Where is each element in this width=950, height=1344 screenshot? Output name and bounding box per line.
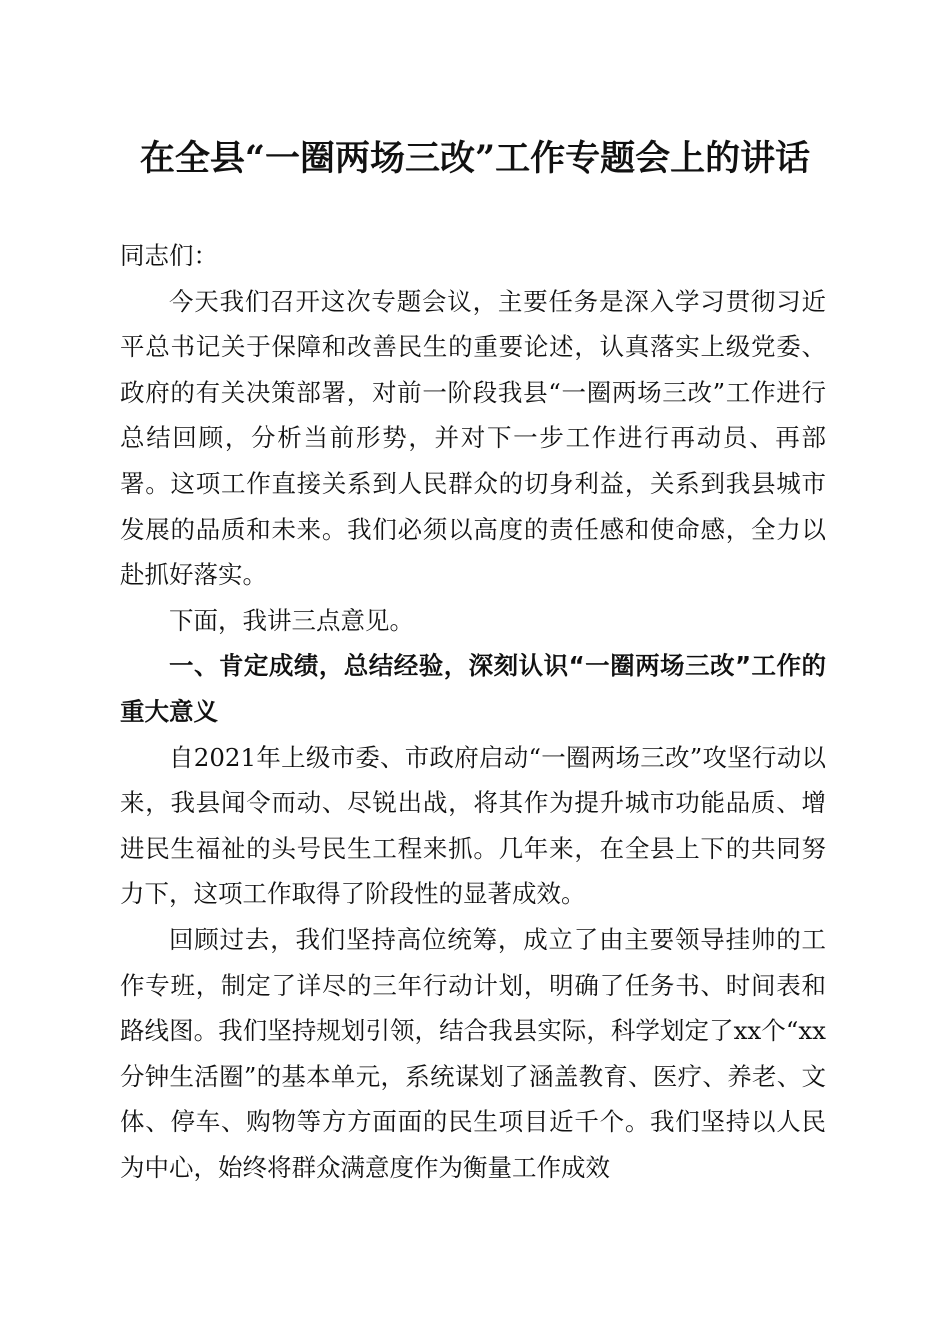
paragraph-achievements: 自2021年上级市委、市政府启动“一圈两场三改”攻坚行动以来，我县闻令而动、尽锐出战，将其作为提升城市功能品质、增进民生福祉的头号民生工程来抓。几年来，在全县上下的共同努力下，这项工作取得了阶段性的显著成效。 [120,742,826,909]
document-title: 在全县“一圈两场三改”工作专题会上的讲话 [139,138,811,179]
document-body [120,233,826,1190]
section-heading-1: 一、肯定成绩，总结经验，深刻认识“一圈两场三改”工作的重大意义 [120,651,826,726]
paragraph-three-points: 下面，我讲三点意见。 [169,605,414,635]
salutation: 同志们： [120,241,218,270]
paragraph-intro: 今天我们召开这次专题会议，主要任务是深入学习贯彻习近平总书记关于保障和改善民生的重要论述，认真落实上级党委、政府的有关决策部署，对前一阶段我县“一圈两场三改”工作进行总结回顾，分析当前形势，并对下一步工作进行再动员、再部署。这项工作直接关系到人民群众的切身利益，关系到我县城市发展的品质和未来。我们必须以高度的责任感和使命感，全力以赴抓好落实。 [120,286,826,590]
paragraph-review: 回顾过去，我们坚持高位统筹，成立了由主要领导挂帅的工作专班，制定了详尽的三年行动计划，明确了任务书、时间表和路线图。我们坚持规划引领，结合我县实际，科学划定了xx个“xx分钟生活圈”的基本单元，系统谋划了涵盖教育、医疗、养老、文体、停车、购物等方方面面的民生项目近千个。我们坚持以人民为中心，始终将群众满意度作为衡量工作成效 [120,924,826,1182]
